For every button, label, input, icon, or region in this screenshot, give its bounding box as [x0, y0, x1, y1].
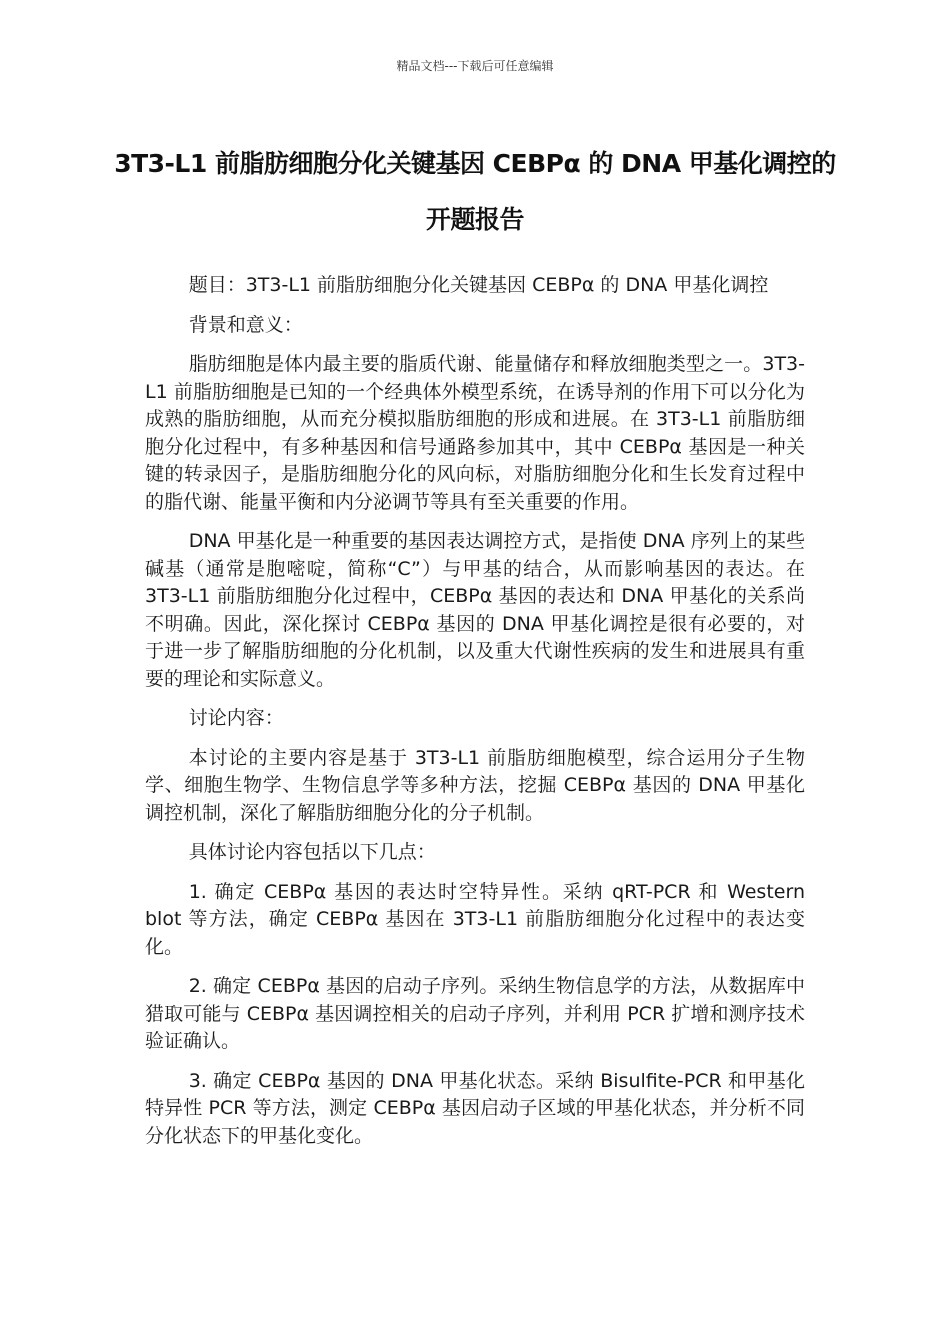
page-header: 精品文档---下载后可任意编辑 — [396, 59, 554, 73]
research-heading: 讨论内容： — [188, 707, 284, 729]
topic-paragraph: 题目：3T3-L1 前脂肪细胞分化关键基因 CEBPα 的 DNA 甲基化调控 — [188, 274, 769, 296]
body-paragraph: DNA 甲基化是一种重要的基因表达调控方式，是指使 DNA 序列上的某些碱基（通常是胞嘧啶，简称“C”）与甲基的结合，从而影响基因的表达。在 3T3-L1 前脂肪细胞分化过程中，CEBPα 基因的表达和 DNA 甲基化的关系尚不明确。因此，深化探讨 CEBPα 基因的 DNA 甲基化调控是很有必要的，对于进一步了解脂肪细胞的分化机制，以及重大代谢性疾病的发生和进展具有重要的理论和实际意义。 — [145, 530, 805, 690]
list-item: 1. 确定 CEBPα 基因的表达时空特异性。采纳 qRT-PCR 和 Western blot 等方法，确定 CEBPα 基因在 3T3-L1 前脂肪细胞分化过程中的表达变化。 — [145, 880, 805, 958]
body-paragraph: 本讨论的主要内容是基于 3T3-L1 前脂肪细胞模型，综合运用分子生物学、细胞生物学、生物信息学等多种方法，挖掘 CEBPα 基因的 DNA 甲基化调控机制，深化了解脂肪细胞分化的分子机制。 — [145, 746, 805, 824]
list-intro: 具体讨论内容包括以下几点： — [188, 841, 436, 863]
list-item: 2. 确定 CEBPα 基因的启动子序列。采纳生物信息学的方法，从数据库中猎取可能与 CEBPα 基因调控相关的启动子序列，并利用 PCR 扩增和测序技术验证确认。 — [145, 975, 805, 1052]
document-title: 3T3-L1 前脂肪细胞分化关键基因 CEBPα 的 DNA 甲基化调控的开题报告 — [114, 149, 836, 234]
list-item: 3. 确定 CEBPα 基因的 DNA 甲基化状态。采纳 Bisulfite-PCR 和甲基化特异性 PCR 等方法，测定 CEBPα 基因启动子区域的甲基化状态，并分析不同分化状态下的甲基化变化。 — [145, 1069, 805, 1147]
document-body — [145, 272, 805, 1162]
body-paragraph: 脂肪细胞是体内最主要的脂质代谢、能量储存和释放细胞类型之一。3T3-L1 前脂肪细胞是已知的一个经典体外模型系统，在诱导剂的作用下可以分化为成熟的脂肪细胞，从而充分模拟脂肪细胞的形成和进展。在 3T3-L1 前脂肪细胞分化过程中，有多种基因和信号通路参加其中，其中 CEBPα 基因是一种关键的转录因子，是脂肪细胞分化的风向标，对脂肪细胞分化和生长发育过程中的脂代谢、能量平衡和内分泌调节等具有至关重要的作用。 — [145, 353, 805, 513]
background-heading: 背景和意义： — [188, 313, 303, 336]
